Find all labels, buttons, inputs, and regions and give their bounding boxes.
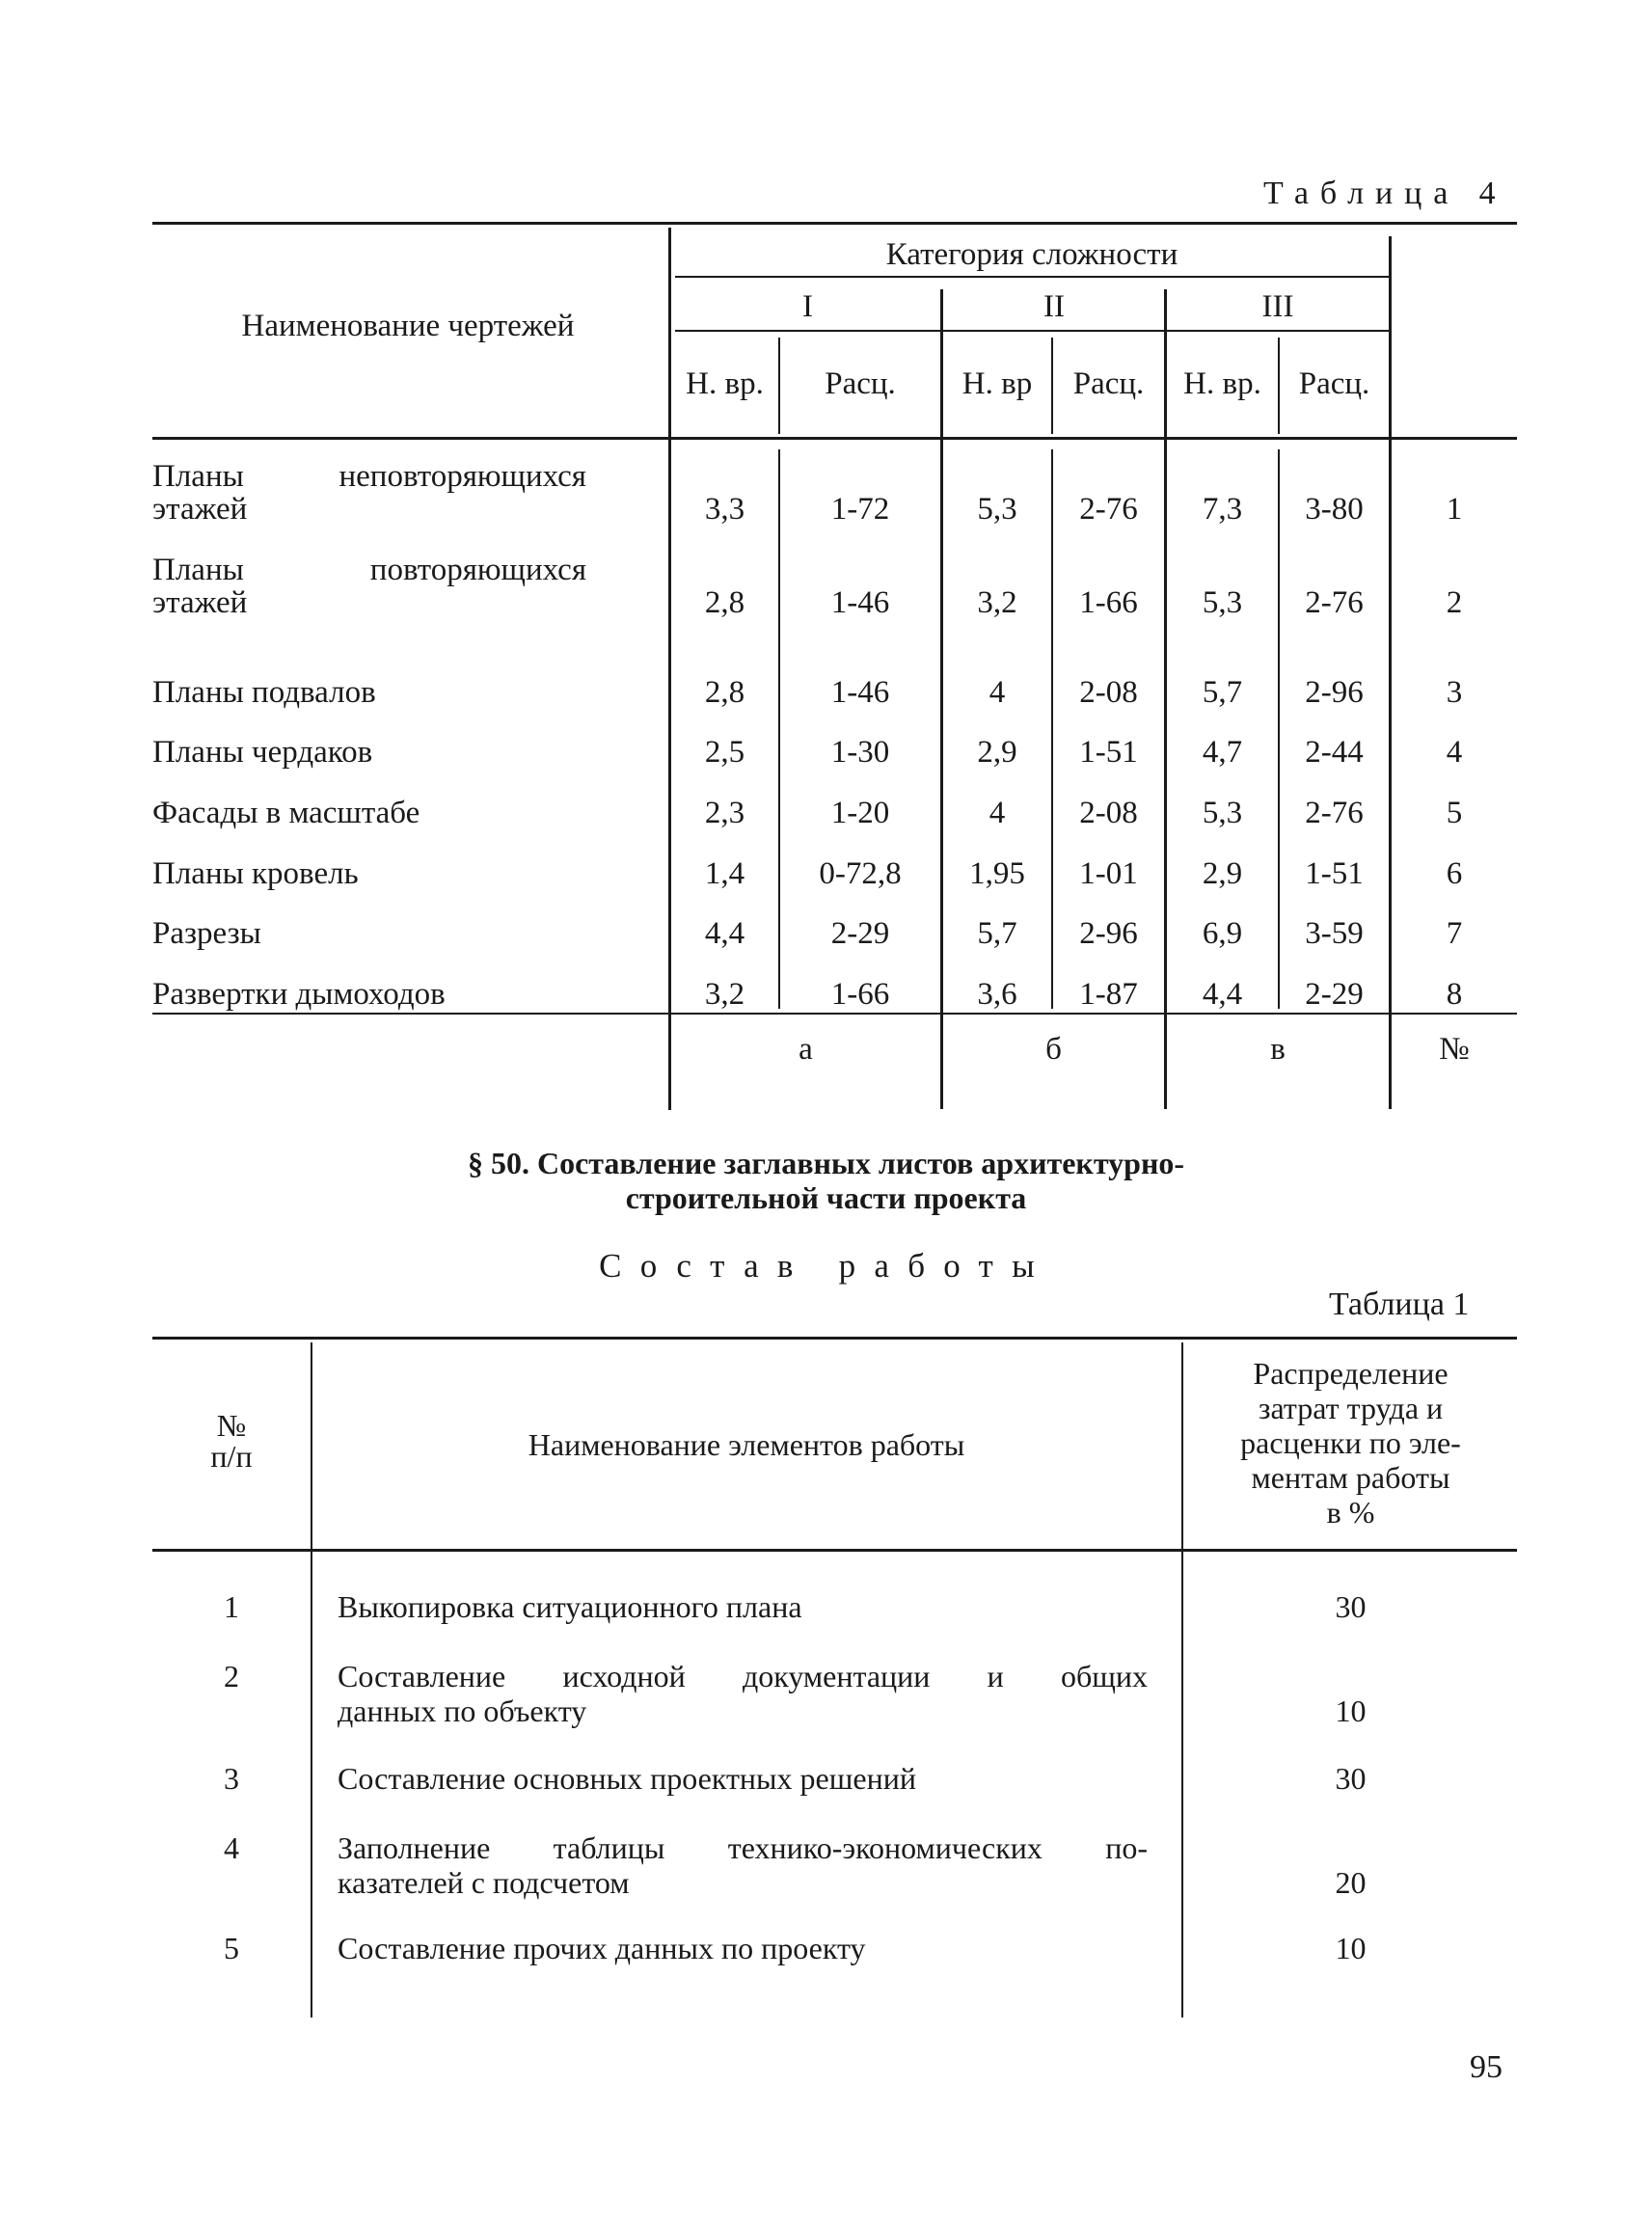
table4-cell: 1-87	[1079, 977, 1138, 1012]
work-item-name: Составление прочих данных по проекту	[338, 1931, 866, 1965]
table4-cell: 2-96	[1305, 675, 1364, 710]
work-item-name: Выкопировка ситуационного плана	[338, 1589, 802, 1624]
table4-cell: 4	[988, 796, 1006, 830]
drawing-name: Фасады в масштабе	[152, 796, 420, 830]
table4-cell: 5,3	[1202, 585, 1243, 620]
subheader-price-1: Расц.	[825, 366, 896, 401]
work-item-percent: 30	[1335, 1761, 1367, 1796]
work-item-percent: 10	[1335, 1931, 1367, 1965]
row-number: 7	[1446, 916, 1463, 951]
complexity-category-header: Категория сложности	[885, 237, 1178, 272]
table4-cell: 2,9	[977, 735, 1017, 770]
drawing-name: этажей	[152, 492, 248, 527]
footer-col-b: б	[1045, 1032, 1062, 1067]
table4-header-rule	[152, 437, 1517, 440]
table4-cell: 4,4	[704, 916, 745, 951]
section-title-line1: § 50. Составление заглавных листов архитектурно-	[467, 1146, 1185, 1180]
work-item-number: 5	[224, 1931, 239, 1965]
table4-cell: 5,7	[1202, 675, 1243, 710]
table4-cell: 1-66	[1079, 585, 1138, 620]
footer-col-a: а	[799, 1032, 813, 1067]
table1-vline-2	[1181, 1342, 1183, 2018]
table4-caption: Таблица 4	[1263, 176, 1507, 211]
table4-cell: 1-51	[1305, 856, 1364, 891]
category-1: I	[802, 289, 813, 324]
drawing-name: Планы повторяющихся	[152, 553, 586, 587]
table4-cell: 2-08	[1079, 675, 1138, 710]
table4-cell: 2,8	[704, 675, 745, 710]
table4-cell: 1,95	[969, 856, 1025, 891]
drawing-name: этажей	[152, 585, 248, 620]
table4-top-rule	[152, 222, 1517, 225]
table4-cell: 2-29	[830, 916, 890, 951]
row-number: 6	[1446, 856, 1463, 891]
page-number: 95	[1470, 2049, 1503, 2085]
footer-col-v: в	[1270, 1032, 1286, 1067]
row-number: 2	[1446, 585, 1463, 620]
distribution-header-line: расценки по эле-	[1240, 1425, 1461, 1460]
table4-cell: 1-30	[830, 735, 890, 770]
drawings-name-header: Наименование чертежей	[241, 309, 575, 343]
table4-cell: 1-72	[830, 492, 890, 527]
work-item-number: 4	[224, 1830, 239, 1865]
table4-cell: 3,6	[977, 977, 1017, 1012]
work-item-percent: 30	[1335, 1589, 1367, 1624]
table4-body-rule	[152, 1013, 1517, 1015]
table4-cell: 5,7	[977, 916, 1017, 951]
drawing-name: Развертки дымоходов	[152, 977, 446, 1012]
table4-cell: 7,3	[1202, 492, 1243, 527]
table4-cell: 1-01	[1079, 856, 1138, 891]
distribution-header-line: Распределение	[1253, 1356, 1449, 1391]
table4-cell: 6,9	[1202, 916, 1243, 951]
table4-cell: 1-46	[830, 675, 890, 710]
drawing-name: Планы чердаков	[152, 735, 373, 770]
work-item-number: 3	[224, 1761, 239, 1796]
table4-cell: 3,3	[704, 492, 745, 527]
work-item-number: 1	[224, 1589, 239, 1624]
t1-header-num-line1: №	[216, 1408, 247, 1443]
table1-caption: Таблица 1	[1329, 1287, 1470, 1322]
drawing-name: Планы подвалов	[152, 675, 376, 710]
table4-cell: 2-29	[1305, 977, 1364, 1012]
t1-header-num-line2: п/п	[210, 1439, 253, 1474]
table4-cell: 5,3	[1202, 796, 1243, 830]
table4-cell: 4,7	[1202, 735, 1243, 770]
distribution-header-line: в %	[1326, 1495, 1375, 1530]
section-subtitle: Состав работы	[599, 1247, 1053, 1285]
table4-cell: 2,9	[1202, 856, 1243, 891]
roman-underline	[675, 330, 1389, 332]
table4-cell: 3-80	[1305, 492, 1364, 527]
table4-cell: 2-76	[1079, 492, 1138, 527]
distribution-header-line: ментам работы	[1251, 1460, 1450, 1495]
footer-col-num: №	[1439, 1032, 1470, 1067]
work-item-name: Заполнение таблицы технико-экономических по-	[338, 1830, 1148, 1865]
work-item-percent: 10	[1335, 1693, 1367, 1728]
table4-cell: 2-76	[1305, 585, 1364, 620]
section-title-line2: строительной части проекта	[625, 1180, 1027, 1215]
table4-cell: 1-46	[830, 585, 890, 620]
table1-top-rule	[152, 1337, 1517, 1340]
work-item-name: Составление основных проектных решений	[338, 1761, 916, 1796]
t1-header-name: Наименование элементов работы	[528, 1427, 965, 1462]
work-item-name: Составление исходной документации и общих	[338, 1659, 1148, 1693]
table4-cell: 1-51	[1079, 735, 1138, 770]
table4-cell: 2-44	[1305, 735, 1364, 770]
table4-cell: 2,8	[704, 585, 745, 620]
work-item-number: 2	[224, 1659, 239, 1693]
row-number: 8	[1446, 977, 1463, 1012]
subheader-time-3: Н. вр.	[1183, 366, 1261, 401]
drawing-name: Планы неповторяющихся	[152, 459, 586, 494]
row-number: 3	[1446, 675, 1463, 710]
work-item-name: данных по объекту	[338, 1693, 587, 1728]
subheader-price-2: Расц.	[1072, 366, 1145, 401]
table4-cell: 2-96	[1079, 916, 1138, 951]
table4-cell: 3-59	[1305, 916, 1364, 951]
table1-header-rule	[152, 1549, 1517, 1552]
work-item-percent: 20	[1335, 1865, 1367, 1900]
subheader-price-3: Расц.	[1298, 366, 1370, 401]
category-3: III	[1261, 289, 1294, 324]
subheader-time-2: Н. вр	[961, 366, 1033, 401]
table4-cell: 3,2	[704, 977, 745, 1012]
table4-cell: 5,3	[977, 492, 1017, 527]
table4-cell: 1,4	[704, 856, 745, 891]
table4-cell: 2,3	[704, 796, 745, 830]
distribution-header-line: затрат труда и	[1258, 1391, 1444, 1425]
row-number: 1	[1446, 492, 1463, 527]
drawing-name: Планы кровель	[152, 856, 359, 891]
table4-cell: 0-72,8	[819, 856, 902, 891]
table4-cell: 2-08	[1079, 796, 1138, 830]
row-number: 5	[1446, 796, 1463, 830]
table4-cell: 3,2	[977, 585, 1017, 620]
table4-cell: 4,4	[1202, 977, 1243, 1012]
category-2: II	[1043, 289, 1065, 324]
table4-cell: 2-76	[1305, 796, 1364, 830]
table4-cell: 2,5	[704, 735, 745, 770]
table4-cell: 1-66	[830, 977, 890, 1012]
category-underline	[675, 276, 1389, 278]
drawing-name: Разрезы	[152, 916, 261, 951]
subheader-time-1: Н. вр.	[686, 366, 764, 401]
table4-cell: 1-20	[830, 796, 890, 830]
work-item-name: казателей с подсчетом	[338, 1865, 630, 1900]
row-number: 4	[1446, 735, 1463, 770]
table4-cell: 4	[988, 675, 1006, 710]
